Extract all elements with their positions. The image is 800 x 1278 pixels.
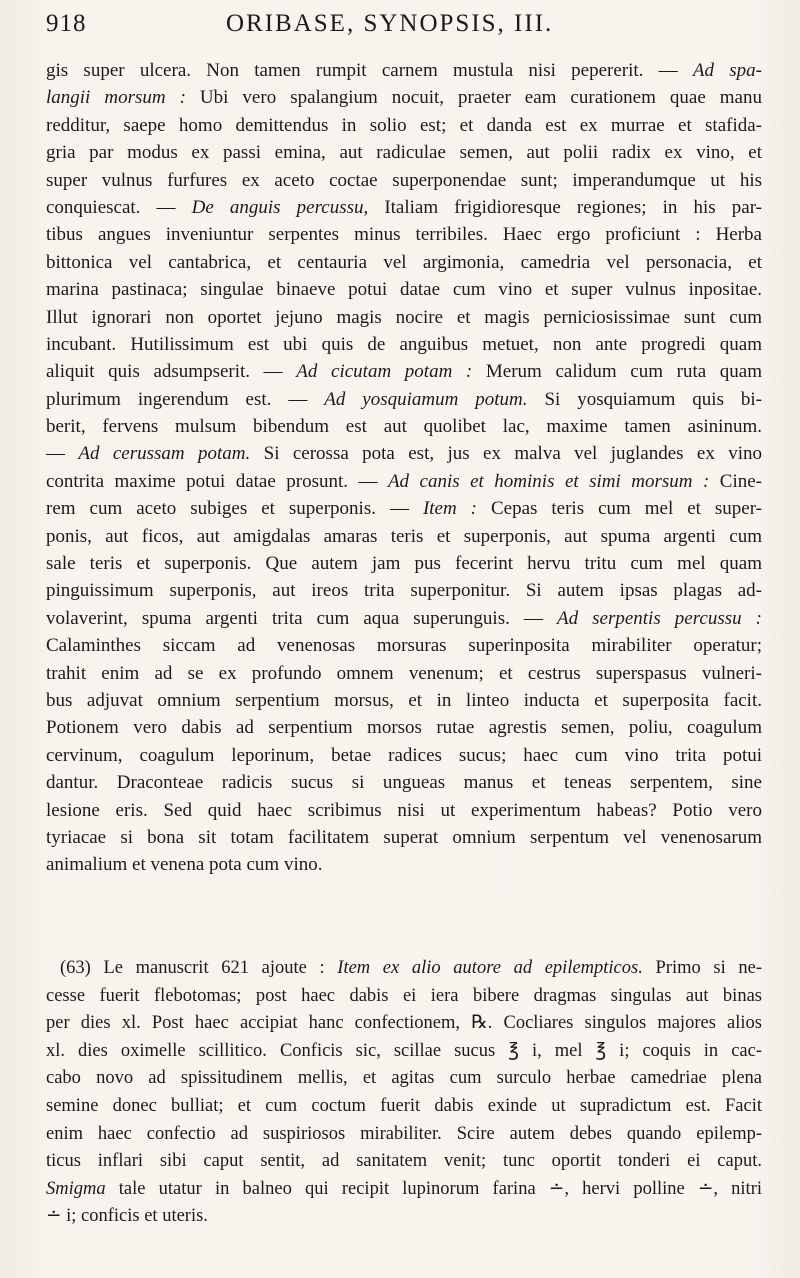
text-run: volaverint, spuma argenti trita cum aqua superunguis. — xyxy=(46,607,557,629)
text-run: rem cum aceto subiges et superponis. — xyxy=(46,498,423,520)
footnote-line xyxy=(46,1176,762,1204)
text-run: Italiam frigidioresque regiones; in his par- xyxy=(368,196,762,218)
text-run: lesione eris. Sed quid haec scribimus nisi ut experimentum habeas? Potio vero xyxy=(46,799,762,821)
page-number: 918 xyxy=(46,10,87,37)
text-run: — xyxy=(46,443,79,465)
main-text-line xyxy=(46,550,762,577)
main-text-line xyxy=(46,84,762,111)
main-text-line xyxy=(46,194,762,221)
italic-heading: Ad canis et hominis et simi morsum : xyxy=(387,470,720,492)
main-text-line xyxy=(46,714,762,741)
text-run: dantur. Draconteae radicis sucus si ungueas manus et teneas serpentem, sine xyxy=(46,772,762,794)
text-run: (63) Le manuscrit 621 ajoute : xyxy=(60,958,338,978)
footnote-line xyxy=(46,1038,762,1066)
running-title: ORIBASE, SYNOPSIS, III. xyxy=(226,10,554,37)
main-text-line xyxy=(46,249,762,276)
main-text-line xyxy=(46,769,762,796)
italic-heading: Smigma xyxy=(46,1178,106,1199)
main-text-line xyxy=(46,605,762,632)
main-text-line xyxy=(46,523,762,550)
text-run: tibus angues inveniuntur serpentes minus terribiles. Haec ergo proficiunt : Herba xyxy=(46,224,762,246)
text-run: cesse fuerit flebotomas; post haec dabis ei iera bibere dragmas singulas aut binas xyxy=(46,985,762,1006)
main-text-line xyxy=(46,577,762,604)
text-run: super vulnus furfures ex aceto coctae superponendae sunt; imperandumque ut his xyxy=(46,169,762,191)
text-run: Calaminthes siccam ad venenosas morsuras superinposita mirabiliter operatur; xyxy=(46,635,762,657)
footnote-block xyxy=(46,955,762,1231)
main-text-line xyxy=(46,112,762,139)
main-text-line xyxy=(46,824,762,851)
text-run: incubant. Hutilissimum est ubi quis de anguibus metuet, non ante progredi quam xyxy=(46,333,762,355)
text-run: Cine- xyxy=(719,470,762,492)
text-run: tale utatur in balneo qui recipit lupinorum farina ∸, hervi polline ∸, nitri xyxy=(105,1178,762,1199)
text-run: bus adjuvat omnium serpentium morsus, et in linteo inducta et superposita facit. xyxy=(46,689,762,711)
text-run: Merum calidum cum ruta quam xyxy=(485,361,762,383)
text-run: aliquit quis adsumpserit. — xyxy=(46,361,297,383)
main-text-line xyxy=(46,851,762,878)
main-text-line xyxy=(46,660,762,687)
text-run: ticus inflari sibi caput sentit, ad sanitatem venit; tunc oportit tonderi ei caput. xyxy=(46,1151,762,1172)
main-text-block xyxy=(46,57,762,879)
main-text-line xyxy=(46,797,762,824)
text-run: Illut ignorari non oportet jejuno magis nocire et magis perniciosissimae sunt cum xyxy=(46,306,762,328)
main-text-line xyxy=(46,358,762,385)
main-text-line xyxy=(46,413,762,440)
text-run: xl. dies oximelle scillitico. Conficis sic, scillae sucus ℥ i, mel ℥ i; coquis in cac- xyxy=(46,1040,762,1061)
text-run: tyriacae si bona sit totam facilitatem superat omnium serpentum vel venenosarum xyxy=(46,826,762,848)
text-run: marina pastinaca; singulae binaeve potui datae cum vino et super vulnus inpositae. xyxy=(46,279,762,301)
main-text-line xyxy=(46,468,762,495)
text-run: Primo si ne- xyxy=(642,958,762,978)
footnote-line xyxy=(46,1121,762,1149)
footnote-line xyxy=(46,1065,762,1093)
text-run: enim haec confectio ad suspiriosos mirabiliter. Scire autem debes quando epilemp- xyxy=(46,1123,762,1144)
footnote-line xyxy=(46,955,762,983)
main-text-line xyxy=(46,632,762,659)
main-text-line xyxy=(46,495,762,522)
italic-heading: Item : xyxy=(422,498,491,520)
italic-heading: Item ex alio autore ad epilempticos. xyxy=(337,958,643,978)
main-text-line xyxy=(46,304,762,331)
text-run: gis super ulcera. Non tamen rumpit carnem mustula nisi pepererit. — xyxy=(46,60,693,81)
text-run: animalium et venena pota cum vino. xyxy=(46,854,323,876)
italic-heading: langii morsum : xyxy=(46,87,200,109)
italic-heading: Ad spa- xyxy=(692,60,762,81)
main-text-line xyxy=(46,331,762,358)
text-run: trahit enim ad se ex profundo omnem venenum; et cestrus superspasus vulneri- xyxy=(46,662,762,684)
text-run: berit, fervens mulsum bibendum est aut quolibet lac, maxime tamen asininum. xyxy=(46,416,762,438)
text-run: redditur, saepe homo demittendus in solio est; et danda est ex murrae et stafida- xyxy=(46,114,762,136)
main-text-line xyxy=(46,440,762,467)
main-text-line xyxy=(46,221,762,248)
text-run: Potionem vero dabis ad serpentium morsos rutae agrestis semen, poliu, coagulum xyxy=(46,717,762,739)
main-text-line xyxy=(46,167,762,194)
text-run: Si cerossa pota est, jus ex malva vel juglandes ex vino xyxy=(250,443,762,465)
text-run: Cepas teris cum mel et super- xyxy=(490,498,762,520)
text-run: sale teris et superponis. Que autem jam pus fecerint hervu tritu cum mel quam xyxy=(46,553,762,575)
footnote-line xyxy=(46,1010,762,1038)
text-run: ∸ i; conficis et uteris. xyxy=(46,1206,208,1227)
main-text-line xyxy=(46,57,762,84)
text-run: plurimum ingerendum est. — xyxy=(46,388,325,410)
main-text-line xyxy=(46,687,762,714)
text-run: Ubi vero spalangium nocuit, praeter eam curationem quae manu xyxy=(199,87,762,109)
text-run: pinguissimum superponis, aut ireos trita superponitur. Si autem ipsas plagas ad- xyxy=(46,580,762,602)
text-run: gria par modus ex passi emina, aut radiculae semen, aut polii radix ex vino, et xyxy=(46,142,762,164)
main-text-line xyxy=(46,139,762,166)
italic-heading: Ad serpentis percussu : xyxy=(556,607,762,629)
italic-heading: Ad yosquiamum potum. xyxy=(324,388,528,410)
main-text-line xyxy=(46,742,762,769)
footnote-line xyxy=(46,983,762,1011)
text-run: ponis, aut ficos, aut amigdalas amaras teris et superponis, aut spuma argenti cum xyxy=(46,525,762,547)
main-text-line xyxy=(46,276,762,303)
page-header xyxy=(46,10,766,44)
text-run: Si yosquiamum quis bi- xyxy=(527,388,762,410)
text-run: per dies xl. Post haec accipiat hanc confectionem, ℞. Cocliares singulos majores alios xyxy=(46,1013,762,1034)
footnote-line xyxy=(46,1148,762,1176)
italic-heading: De anguis percussu, xyxy=(191,196,369,218)
text-run: semine donec bulliat; et cum coctum fuerit dabis exinde ut supradictum est. Facit xyxy=(46,1095,762,1116)
footnote-line xyxy=(46,1203,762,1231)
text-run: bittonica vel cantabrica, et centauria vel argimonia, camedria vel personacia, et xyxy=(46,251,762,273)
italic-heading: Ad cicutam potam : xyxy=(296,361,486,383)
text-run: cervinum, coagulum leporinum, betae radices sucus; haec cum vino trita potui xyxy=(46,744,762,766)
text-run: cabo novo ad spissitudinem mellis, et agitas cum surculo herbae camedriae plena xyxy=(46,1068,762,1089)
text-run: contrita maxime potui datae prosunt. — xyxy=(46,470,388,492)
italic-heading: Ad cerussam potam. xyxy=(78,443,251,465)
footnote-line xyxy=(46,1093,762,1121)
text-run: conquiescat. — xyxy=(46,196,192,218)
main-text-line xyxy=(46,386,762,413)
